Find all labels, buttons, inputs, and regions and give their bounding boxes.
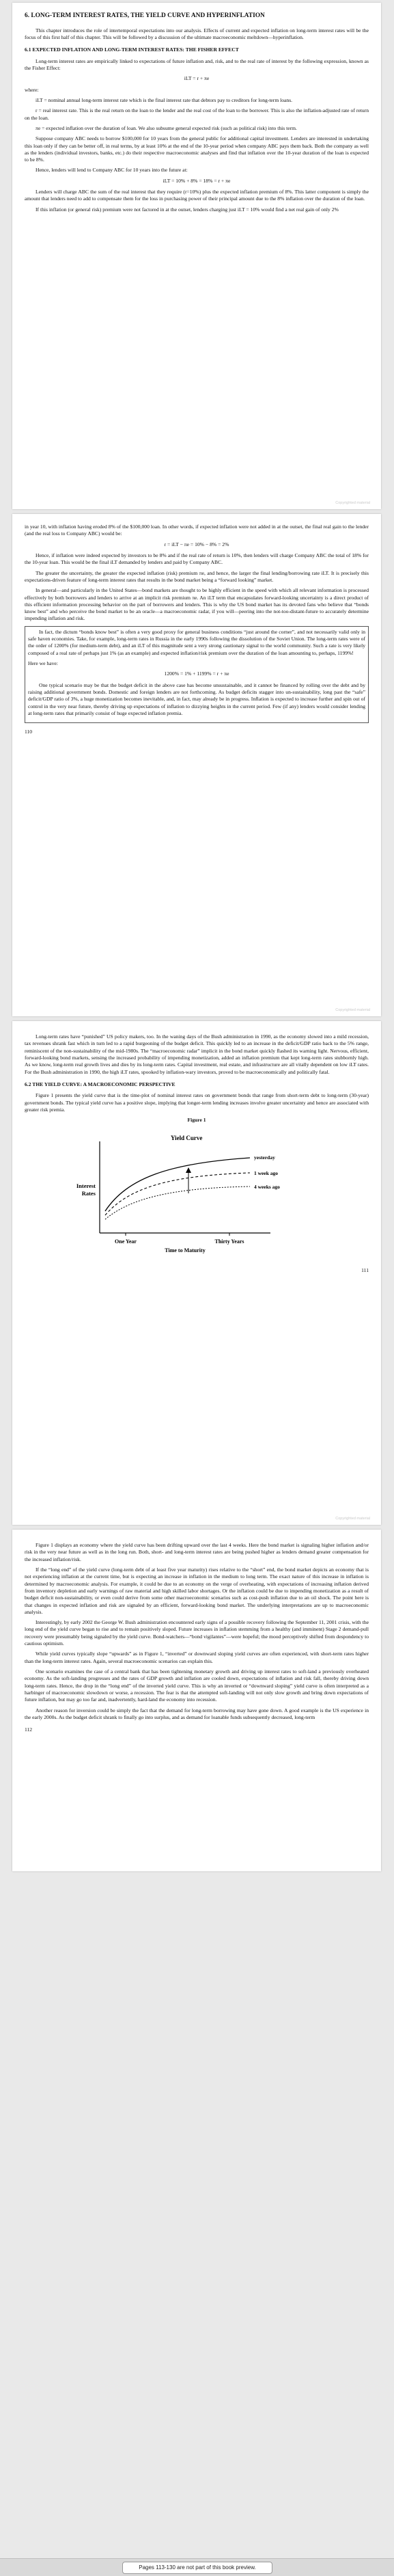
paragraph: Figure 1 displays an economy where the yield curve has been drifting upward over the last 4 weeks. Here the bond market is signaling higher inflation and/or risk in the very near future as well as in the long run. Both, short- and long-term interest rates are being pushed higher as lenders demand greater compensation for the increased inflation/risk. [25,1542,369,1562]
page-number: 112 [25,1726,33,1733]
figure-title: Figure 1 [187,1117,206,1124]
preview-note: Pages 113-130 are not part of this book preview. [122,2562,272,2574]
paragraph: Long-term rates have “punished” US policy makers, too. In the waning days of the Bush administration in 1990, as the economy slowed into a mild recession, tax revenues shrank fast which in turn led to a rapid burgeoning of the budget deficit. This quickly led to an increase in the deficit/GDP ratio back to the 5% range, reminiscent of the non-sustainability of the mid-1980s. The “macroeconomic radar” implicit in the bond market quickly flashed its warning light. Nervous, efficient, forward-looking bond markets, sensing the increased probability of impending monetization, added an inflation premium that kept long-term rates stubbornly high. As we know, long-term real growth lives and dies by its long-term rates. Capital investment, real estate, and infrastructure are all vitally dependent on low iLT rates. For the Bush administration in 1990, the high iLT rates, spooked by inflation-wary investors, proved to be macroeconomically and politically fatal. [25,1033,369,1075]
paragraph: In general—and particularly in the United States—bond markets are thought to be highly efficient in the speed with which all relevant information is processed effectively by both borrowers and lenders to arrive at an implicit risk premium πe. An iLT term that encapsulates forward-looking uncertainty is a direct product of this efficient information processing behavior on the part of borrowers and lenders. This is why the US bond market has its devoted fans who believe that “bonds know best” and who perceive the bond market to be an oracle—a macroeconomic radar, if you will—peering into the not-too-distant-future to accurately determine impending inflation and risk. [25,587,369,622]
paragraph: While yield curves typically slope “upwards” as in Figure 1, “inverted” or downward sloping yield curves are often experienced, with short-term rates higher than the long-term interest rates. Again, several macroeconomic scenarios can explain this. [25,1651,369,1664]
x-axis-label: Time to Maturity [165,1247,206,1254]
real-rate-equation: r = iLT − πe = 10% − 8% = 2% [164,541,229,547]
arrow-head [186,1167,191,1173]
paragraph: If this inflation (or general risk) premium were not factored in at the outset, lenders charging just iLT = 10% would find a net real gain of only 2% [36,206,339,213]
chapter-title: 6. LONG-TERM INTEREST RATES, THE YIELD CURVE AND HYPERINFLATION [25,12,265,19]
section-title-6-1: 6.1 EXPECTED INFLATION AND LONG-TERM INTEREST RATES: THE FISHER EFFECT [25,46,239,53]
curve-4-weeks-ago [105,1187,250,1219]
page-number: 110 [25,729,33,735]
legend-4-weeks-ago: 4 weeks ago [254,1184,280,1191]
example-equation: iLT = 10% + 8% = 18% = r + πe [163,177,231,184]
copyright-watermark: Copyrighted material [335,1517,370,1521]
box-equation: 1200% = 1% + 1199% = r + πe [164,670,229,677]
paragraph: Figure 1 presents the yield curve that is the time-plot of nominal interest rates on government bonds that range from short-term debt to long-term (30-year) government bonds. The typical yield curve has a positive slope, implying that longer-term lending increases involve greater uncertainty and hence are associated with greater risk premia. [25,1092,369,1113]
book-page-111 [12,1021,381,1525]
yield-curve-figure [25,1130,369,1253]
russia-example-box [25,626,369,723]
legend-yesterday: yesterday [254,1154,275,1161]
legend-1-week-ago: 1 week ago [254,1170,278,1177]
box-here-label: Here we have: [28,660,58,666]
curve-1-week-ago [105,1173,250,1215]
copyright-watermark: Copyrighted material [335,1008,370,1012]
x-tick-label-one-year: One Year [115,1238,137,1245]
fisher-equation: iLT = r + πe [184,75,210,82]
figure-top-label: Yield Curve [171,1135,203,1142]
paragraph: in year 10, with inflation having eroded 8% of the $100,000 loan. In other words, if expected inflation were not added in at the outset, the final real gain to the lender (and the real loss to Company ABC) would be: [25,524,369,537]
box-paragraph: In fact, the dictum “bonds know best” is often a very good proxy for general business conditions “just around the corner”, and not necessarily valid only in safe haven economies. Take, for example, long-term rates in Russia in the early 1990s following the dissolution of the Soviet Union. The long-term rates were of the order of 1200% (for medium-term debt), and an iLT of this magnitude sent a very strong cautionary signal to the world community. Such a rate is very likely composed of a real rate of perhaps just 1% (as an example) and expected inflation/risk premium over the duration of the loan amounting to, perhaps, 1199%! [28,628,365,656]
paragraph: Suppose company ABC needs to borrow $100,000 for 10 years from the general public for additional capital investment. Lenders are interested in undertaking this loan only if they can be better off, in real terms, by at least 10% at the end of the 10-year period when company ABC pays them back. Both the company as well as the lenders (individual investors, banks, etc.) do their respective macroeconomic analyses and find that inflation over the 10-year duration of the loan is expected to be 8%. [25,135,369,163]
book-page-109 [12,3,381,509]
book-page-112 [12,1530,381,1871]
definition-pie: πe = expected inflation over the duration of loan. We also subsume general expected risk (such as political risk) into this term. [36,124,297,131]
x-tick-label-thirty-years: Thirty Years [214,1238,244,1245]
paragraph: Hence, lenders will lend to Company ABC for 10 years into the future at: [36,167,188,174]
definition-r: r = real interest rate. This is the real return on the loan to the lender and the real cost of the loan to the borrower. This is also the inflation-adjusted rate of return on the loan. [25,107,369,121]
y-axis-label-line2: Rates [81,1190,96,1197]
paragraph: Long-term interest rates are empirically linked to expectations of future inflation and, risk, and to the real rate of interest by the following expression, known as the Fisher Effect: [25,57,369,71]
paragraph: Hence, if inflation were indeed expected by investors to be 8% and if the real rate of return is 10%, then lenders will charge Company ABC the total of 18% for the 10-year loan. This would be the final iLT demanded by lenders and paid by Company ABC. [25,552,369,566]
paragraph: Interestingly, by early 2002 the George W. Bush administration encountered early signs of a possible recovery following the September 11, 2001 crisis, with the long end of the yield curve began to rise and to remain positively sloped. Future increases in inflation stemming from a healthy (and imminent) Stage 2 demand-pull recovery were presumably being signaled by the yield curve. Bond-watchers—“bond vigilantes”—were hopeful; the mood perceptively shifted from despondency to cautious optimism. [25,1619,369,1647]
curve-yesterday [105,1158,250,1211]
book-page-110 [12,514,381,1016]
paragraph: Lenders will charge ABC the sum of the real interest that they require (r=10%) plus the expected inflation premium of 8%. This latter component is simply the amount that lenders need to add to compensate them for the loss in purchasing power of their principal amount due to the 8% inflation over the duration of the loan. [25,189,369,202]
y-axis-label-line1: Interest [76,1182,96,1190]
paragraph: The greater the uncertainty, the greater the expected inflation (risk) premium πe, and hence, the larger the final lending/borrowing rate iLT. It is precisely this expectations-driven feature of long-term interest rates that results in the bond market being a “forward looking” market. [25,569,369,583]
paragraph: If the “long end” of the yield curve (long-term debt of at least five year maturity) rises relative to the “short” end, the bond market depicts an economy that is not experiencing inflation at the current time, but is expecting an increase in inflation in the medium to long term. The exact nature of this increase in inflation is determined by macroeconomic analysis. For example, it could be due to an economy on the verge of overheating, with expectations of increasing inflation derived from inventory depletion and early warnings of raw material and high skilled labor shortages. Or the inflation could be due to impending monetization as a result of budget deficit non-sustainability, or even could derive from some other macroeconomic scenarios such as cost-push inflation due to an oil shock. The point here is that changes in expected inflation and risk are signaled by an efficient, forward-looking bond market. The underlying interpretations are up to macroeconomic analysis. [25,1566,369,1615]
page-number: 111 [361,1266,369,1273]
paragraph: Another reason for inversion could be simply the fact that the demand for long-term borrowing may have gone down. A good example is the US experience in the early 2000s. As the budget deficit shrank to finally go into surplus, and as demand for loanable funds subsequently decreased, long-term [25,1707,369,1720]
chapter-intro: This chapter introduces the role of intertemporal expectations into our analysis. Effects of current and expected inflation on long-term interest rates will be the focus of this first half of this chapter. This will be followed by a discussion of the ultimate macroeconomic meltdown—hyperinflation. [25,27,369,41]
definition-ilt: iLT = nominal annual long-term interest rate which is the final interest rate that debtors pay to creditors for long-term loans. [36,96,293,103]
box-paragraph: One typical scenario may be that the budget deficit in the above case has become unsustainable, and it cannot be financed by rolling over the debt and by raising additional government bonds. Domestic and foreign lenders are not forthcoming. As budget deficits stagger into un-sustainability, long past the “safe” deficit/GDP ratio of 3%, a huge monetization becomes inevitable, and, in fact, may already be in progress. Inflation is expected to increase further and spin out of control in the very near future, thereby driving up expectations of inflation to dizzying heights in the current period. Few (if any) lenders would consider lending at long-term rates that primarily consist of huge expected inflation premia. [28,681,365,716]
where-label: where: [25,86,39,93]
paragraph: One scenario examines the case of a central bank that has been tightening monetary growth and driving up interest rates to soft-land a previously overheated economy. As the soft-landing progresses and the rates of GDP growth and inflation are cooled down, expectations of inflation and risk fall, thereby driving down long-term rates. Hence, the drop in the “long end” of the inverted yield curve. This is why an inverted or “downward sloping” yield curve is often interpreted as a harbinger of macroeconomic slowdown or worse, a recession. The fear is that the attempted soft-landing will not only slow growth and bring down expectations of future inflation, but may go too far and, inadvertently, hard-land the economy into recession. [25,1668,369,1703]
section-title-6-2: 6.2 THE YIELD CURVE: A MACROECONOMIC PERSPECTIVE [25,1081,175,1087]
copyright-watermark: Copyrighted material [335,501,370,505]
